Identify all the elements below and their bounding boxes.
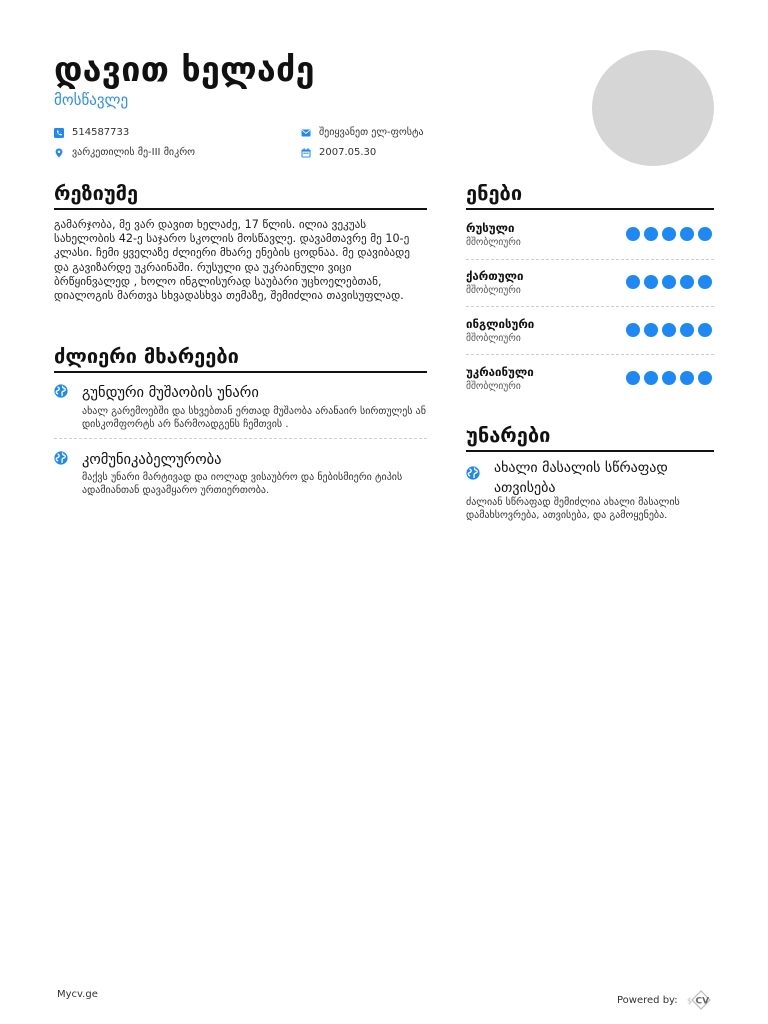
rating-dot xyxy=(662,227,676,241)
rating-dot xyxy=(680,275,694,289)
person-role: მოსწავლე xyxy=(54,91,129,109)
language-rating xyxy=(626,227,712,241)
rating-dot xyxy=(698,227,712,241)
calendar-icon xyxy=(301,148,311,158)
skill-title: ახალი მასალის სწრაფად ათვისება xyxy=(494,460,668,496)
language-item xyxy=(466,221,714,261)
rating-dot xyxy=(626,371,640,385)
powered-by-label: Powered by: xyxy=(617,994,678,1006)
skills-section-title: უნარები xyxy=(466,423,551,447)
globe-icon xyxy=(54,383,68,402)
contact-phone-value: 514587733 xyxy=(72,127,130,138)
language-name: ინგლისური xyxy=(466,317,535,331)
contact-address xyxy=(54,147,195,158)
language-separator xyxy=(466,354,714,355)
strength-title: გუნდური მუშაობის უნარი xyxy=(82,384,259,401)
rating-dot xyxy=(698,323,712,337)
contact-address-value: ვარკეთილის მე-III მიკრო xyxy=(72,147,196,158)
rating-dot xyxy=(662,323,676,337)
email-icon xyxy=(301,128,311,138)
languages-section-title: ენები xyxy=(466,181,523,205)
rating-dot xyxy=(680,371,694,385)
strength-item xyxy=(54,450,426,497)
resume-text: გამარჯობა, მე ვარ დავით ხელაძე, 17 წლის. ილია ვეკუას სახელობის 42-ე საჯარო სკოლის მოსწავლე. დავამთავრე მე 10-ე კლასი. ჩემი ყველაზე ძლიერი მხარე ენების ცოდნაა. მე დავიბადე და გავიზარდე უკრაინაში. რუსული და უკრაინული ვიცი ბრწყინვალედ , ხოლო ინგლისურად საუბარი უცხოელებთან, დიალოგის მართვა სხვადასხვა თემაზე, შემიძლია თავისუფლად. xyxy=(54,218,410,303)
language-rating xyxy=(626,275,712,289)
language-separator xyxy=(466,306,714,307)
rating-dot xyxy=(680,227,694,241)
resume-divider xyxy=(54,208,427,210)
rating-dot xyxy=(626,323,640,337)
language-item xyxy=(466,269,714,309)
language-level: მშობლიური xyxy=(466,381,521,392)
rating-dot xyxy=(644,227,658,241)
rating-dot xyxy=(698,275,712,289)
person-name: დავით ხელაძე xyxy=(54,50,315,90)
language-level: მშობლიური xyxy=(466,333,521,344)
svg-text:$: $ xyxy=(686,996,692,1006)
rating-dot xyxy=(680,323,694,337)
contact-email-value: შეიყვანეთ ელ-ფოსტა xyxy=(319,127,424,138)
strength-description: მაქვს უნარი მარტივად და იოლად ვისაუბრო და ნებისმიერი ტიპის ადამიანთან დავამყარო ურთიერთობა. xyxy=(82,472,403,496)
language-item xyxy=(466,365,714,405)
contact-birthdate xyxy=(301,147,376,158)
skills-divider xyxy=(466,450,714,452)
strength-separator xyxy=(54,438,427,439)
rating-dot xyxy=(698,371,712,385)
phone-icon xyxy=(54,128,64,138)
footer-powered xyxy=(617,989,718,1011)
globe-icon xyxy=(54,450,68,469)
svg-text:CV: CV xyxy=(695,996,709,1007)
strengths-divider xyxy=(54,371,427,373)
footer-site-link[interactable]: Mycv.ge xyxy=(57,989,98,1000)
location-pin-icon xyxy=(54,148,64,158)
strength-item xyxy=(54,383,426,431)
strengths-section-title: ძლიერი მხარეები xyxy=(54,344,239,368)
contact-email xyxy=(301,127,424,138)
rating-dot xyxy=(626,227,640,241)
rating-dot xyxy=(644,275,658,289)
mycv-logo-icon xyxy=(684,989,718,1011)
language-item xyxy=(466,317,714,357)
globe-icon xyxy=(466,465,480,484)
contact-phone xyxy=(54,127,129,138)
profile-photo xyxy=(592,50,714,166)
strength-title: კომუნიკაბელურობა xyxy=(82,451,222,468)
language-rating xyxy=(626,323,712,337)
language-rating xyxy=(626,371,712,385)
strength-description: ახალ გარემოებში და სხვებთან ერთად მუშაობა არანაირ სირთულეს ან დისკომფორტს არ წარმოადგენს ჩემთვის . xyxy=(82,406,426,430)
rating-dot xyxy=(626,275,640,289)
language-name: რუსული xyxy=(466,221,515,235)
rating-dot xyxy=(644,323,658,337)
rating-dot xyxy=(644,371,658,385)
language-separator xyxy=(466,259,714,260)
language-name: უკრაინული xyxy=(466,365,534,379)
rating-dot xyxy=(662,275,676,289)
rating-dot xyxy=(662,371,676,385)
contact-birthdate-value: 2007.05.30 xyxy=(319,147,377,158)
language-level: მშობლიური xyxy=(466,237,521,248)
skill-description: ძალიან სწრაფად შემიძლია ახალი მასალის დამახსოვრება, ათვისება, და გამოყენება. xyxy=(466,497,680,521)
language-name: ქართული xyxy=(466,269,524,283)
language-level: მშობლიური xyxy=(466,285,521,296)
languages-divider xyxy=(466,208,714,210)
resume-section-title: რეზიუმე xyxy=(54,181,139,205)
